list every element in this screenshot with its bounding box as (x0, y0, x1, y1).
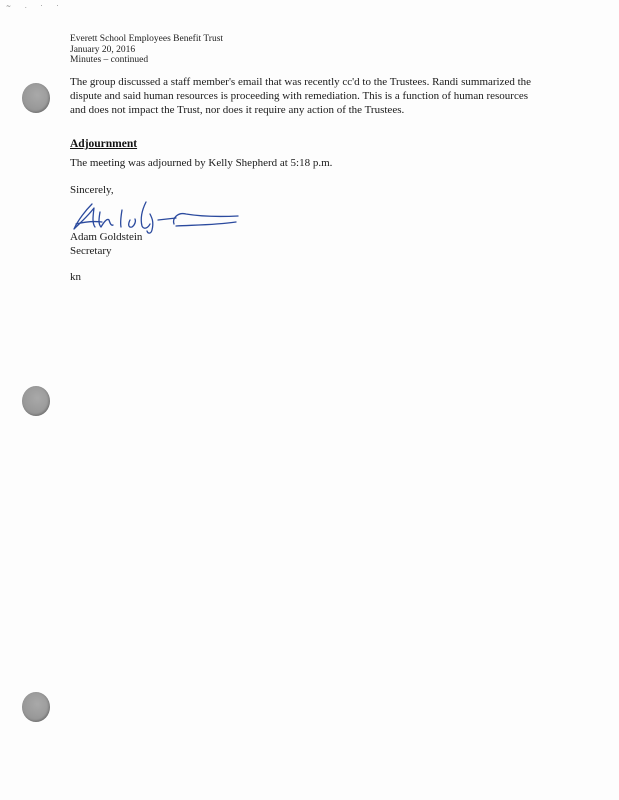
discussion-paragraph: The group discussed a staff member's email that was recently cc'd to the Trustees. Randi summarized the dispute and said human resources is proceeding with remediation. This is a function of human resources and does not impact the Trust, nor does it require any action of the Trustees. (70, 76, 532, 116)
closing-salutation: Sincerely, (70, 184, 114, 196)
typist-initials: kn (70, 271, 81, 283)
scan-artifact-marks: ~ . · · (6, 3, 65, 10)
page-header (70, 34, 223, 66)
header-date: January 20, 2016 (70, 44, 136, 55)
header-section: Minutes – continued (70, 55, 149, 65)
signer-title: Secretary (70, 244, 112, 257)
adjournment-paragraph: The meeting was adjourned by Kelly Shepherd at 5:18 p.m. (70, 157, 333, 169)
punch-hole-bottom (22, 692, 50, 722)
adjournment-heading: Adjournment (70, 138, 138, 150)
handwritten-signature (66, 196, 242, 236)
punch-hole-top (22, 83, 50, 113)
header-organization: Everett School Employees Benefit Trust (70, 34, 224, 44)
signature-block (70, 231, 142, 258)
punch-hole-middle (22, 386, 50, 416)
signer-name: Adam Goldstein (70, 231, 143, 243)
